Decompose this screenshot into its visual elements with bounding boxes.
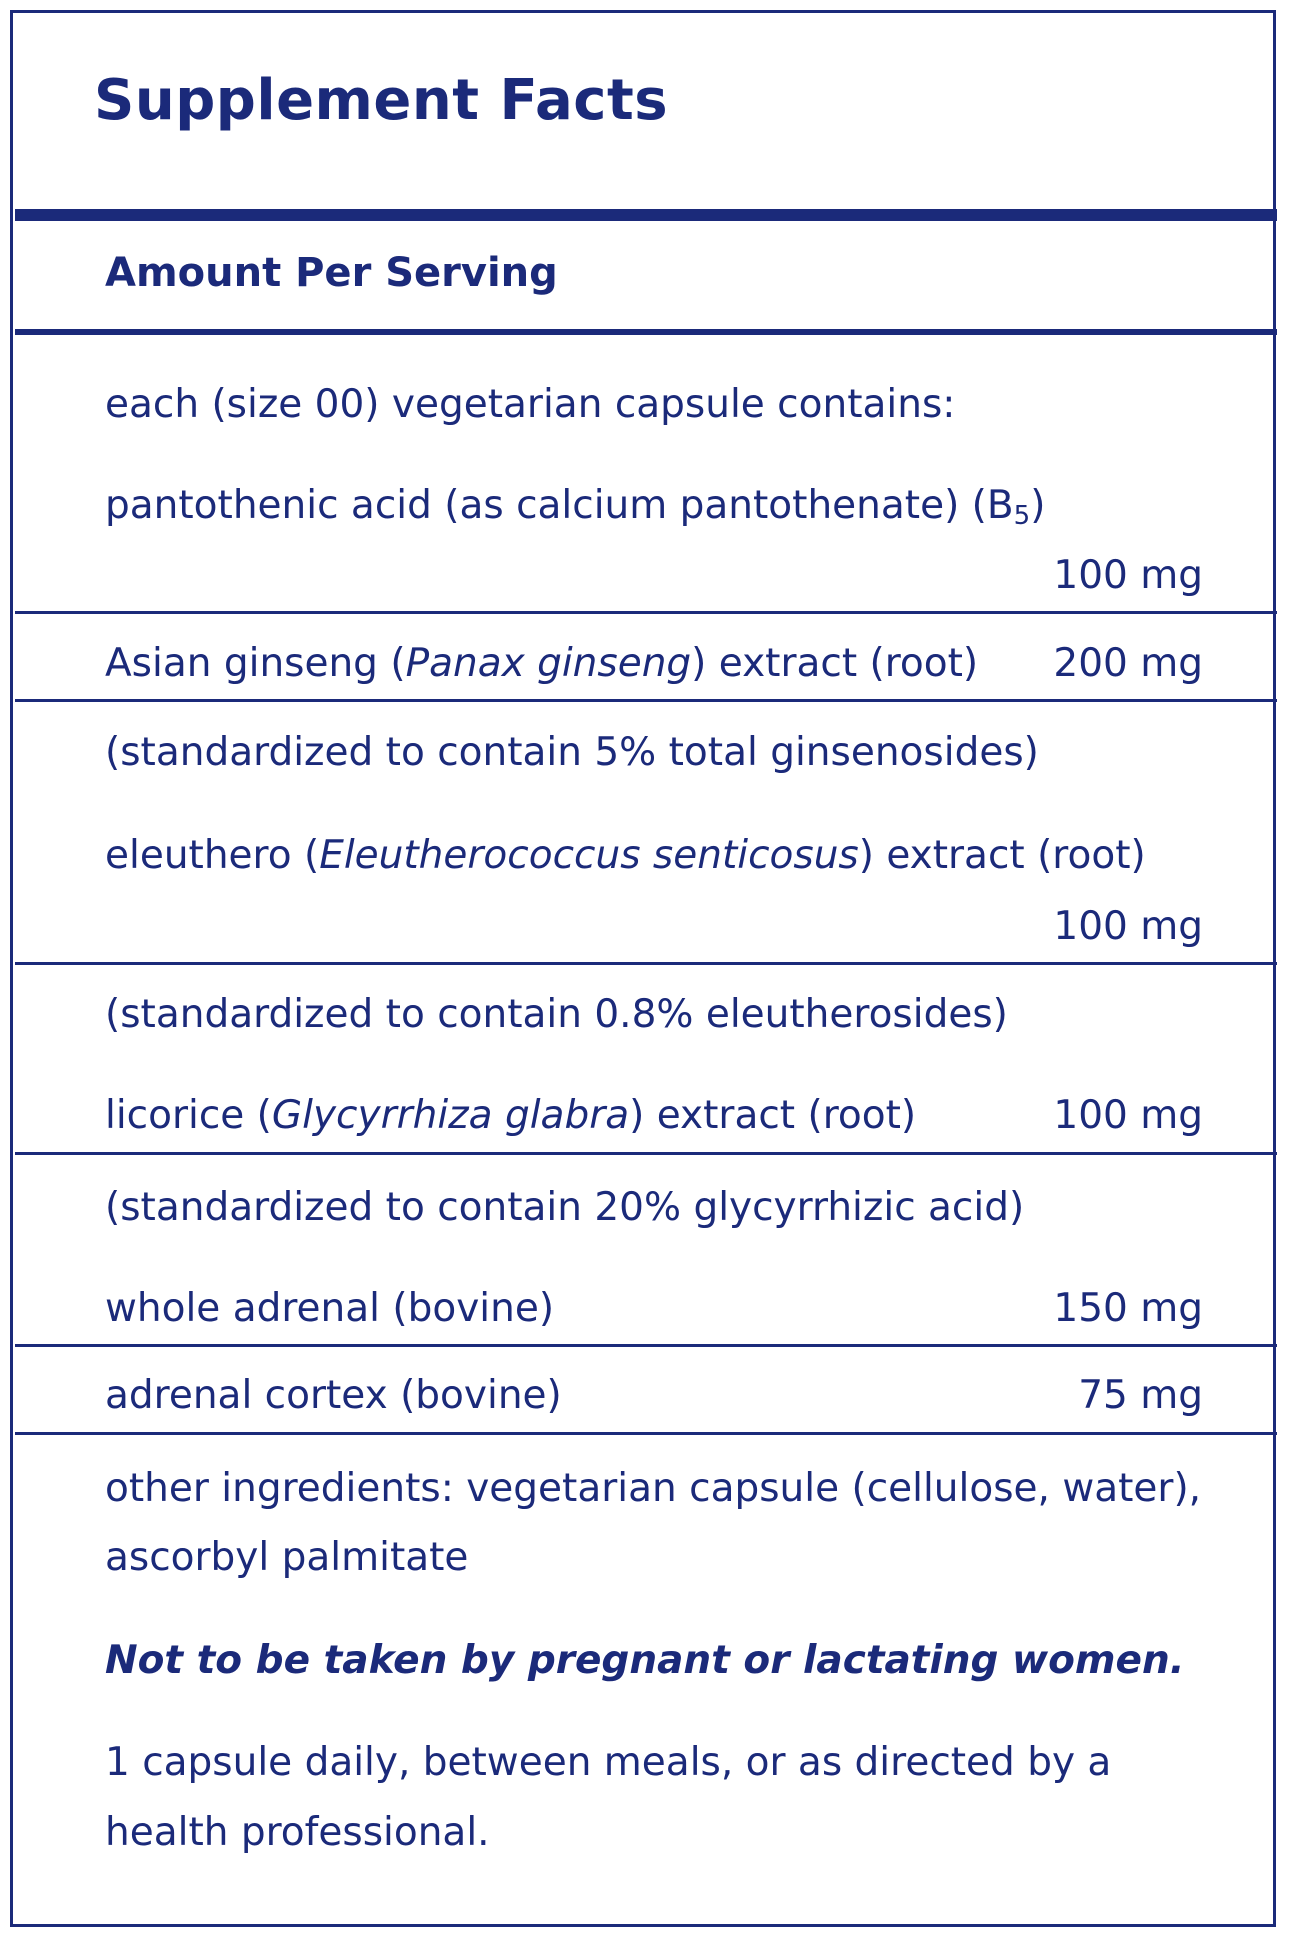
amount-per-serving-heading: Amount Per Serving <box>105 250 558 296</box>
row-divider <box>15 1344 1277 1347</box>
standardization-note: (standardized to contain 20% glycyrrhizic acid) <box>105 1185 1025 1230</box>
standardization-note: (standardized to contain 5% total ginsenosides) <box>105 730 1039 775</box>
ingredient-name: Asian ginseng ( <box>105 641 406 686</box>
ingredient-name: licorice ( <box>105 1093 272 1138</box>
ingredient-licorice <box>105 1093 916 1138</box>
ingredient-latin-name: Glycyrrhiza glabra <box>271 1093 630 1138</box>
panel-title: Supplement Facts <box>94 68 669 133</box>
other-ingredients-line-2: ascorbyl palmitate <box>105 1535 469 1580</box>
ingredient-latin-name: Panax ginseng <box>405 641 692 686</box>
ingredient-amount: 100 mg <box>1053 904 1203 949</box>
row-divider <box>15 611 1277 614</box>
ingredient-amount: 150 mg <box>1053 1286 1203 1331</box>
standardization-note: (standardized to contain 0.8% eleutherosides) <box>105 992 1008 1037</box>
ingredient-adrenal-cortex: adrenal cortex (bovine) <box>105 1373 562 1418</box>
row-divider <box>15 962 1277 965</box>
ingredient-eleuthero <box>105 833 1146 878</box>
ingredient-name-end: ) extract (root) <box>858 833 1146 878</box>
row-divider <box>15 1152 1277 1155</box>
ingredient-asian-ginseng <box>105 641 978 686</box>
ingredient-name: eleuthero ( <box>105 833 320 878</box>
directions-line-2: health professional. <box>105 1810 490 1855</box>
directions-line-1: 1 capsule daily, between meals, or as directed by a <box>105 1740 1112 1785</box>
ingredient-subscript: 5 <box>1013 501 1031 531</box>
ingredient-latin-name: Eleutherococcus senticosus <box>319 833 859 878</box>
ingredient-amount: 100 mg <box>1053 553 1203 598</box>
row-divider <box>15 1432 1277 1435</box>
ingredient-pantothenic-acid <box>105 483 1045 531</box>
serving-intro: each (size 00) vegetarian capsule contains: <box>105 382 956 427</box>
row-divider <box>15 699 1277 702</box>
ingredient-name-end: ) <box>1030 483 1046 528</box>
ingredient-amount: 200 mg <box>1053 641 1203 686</box>
ingredient-name-end: ) extract (root) <box>629 1093 917 1138</box>
ingredient-name: pantothenic acid (as calcium pantothenate) (B <box>105 483 1014 528</box>
medium-divider <box>15 329 1277 335</box>
thick-divider <box>15 209 1277 221</box>
ingredient-amount: 75 mg <box>1078 1373 1203 1418</box>
other-ingredients-line-1: other ingredients: vegetarian capsule (cellulose, water), <box>105 1466 1202 1511</box>
pregnancy-warning: Not to be taken by pregnant or lactating women. <box>105 1638 1185 1683</box>
ingredient-whole-adrenal: whole adrenal (bovine) <box>105 1286 555 1331</box>
ingredient-amount: 100 mg <box>1053 1093 1203 1138</box>
ingredient-name-end: ) extract (root) <box>691 641 979 686</box>
